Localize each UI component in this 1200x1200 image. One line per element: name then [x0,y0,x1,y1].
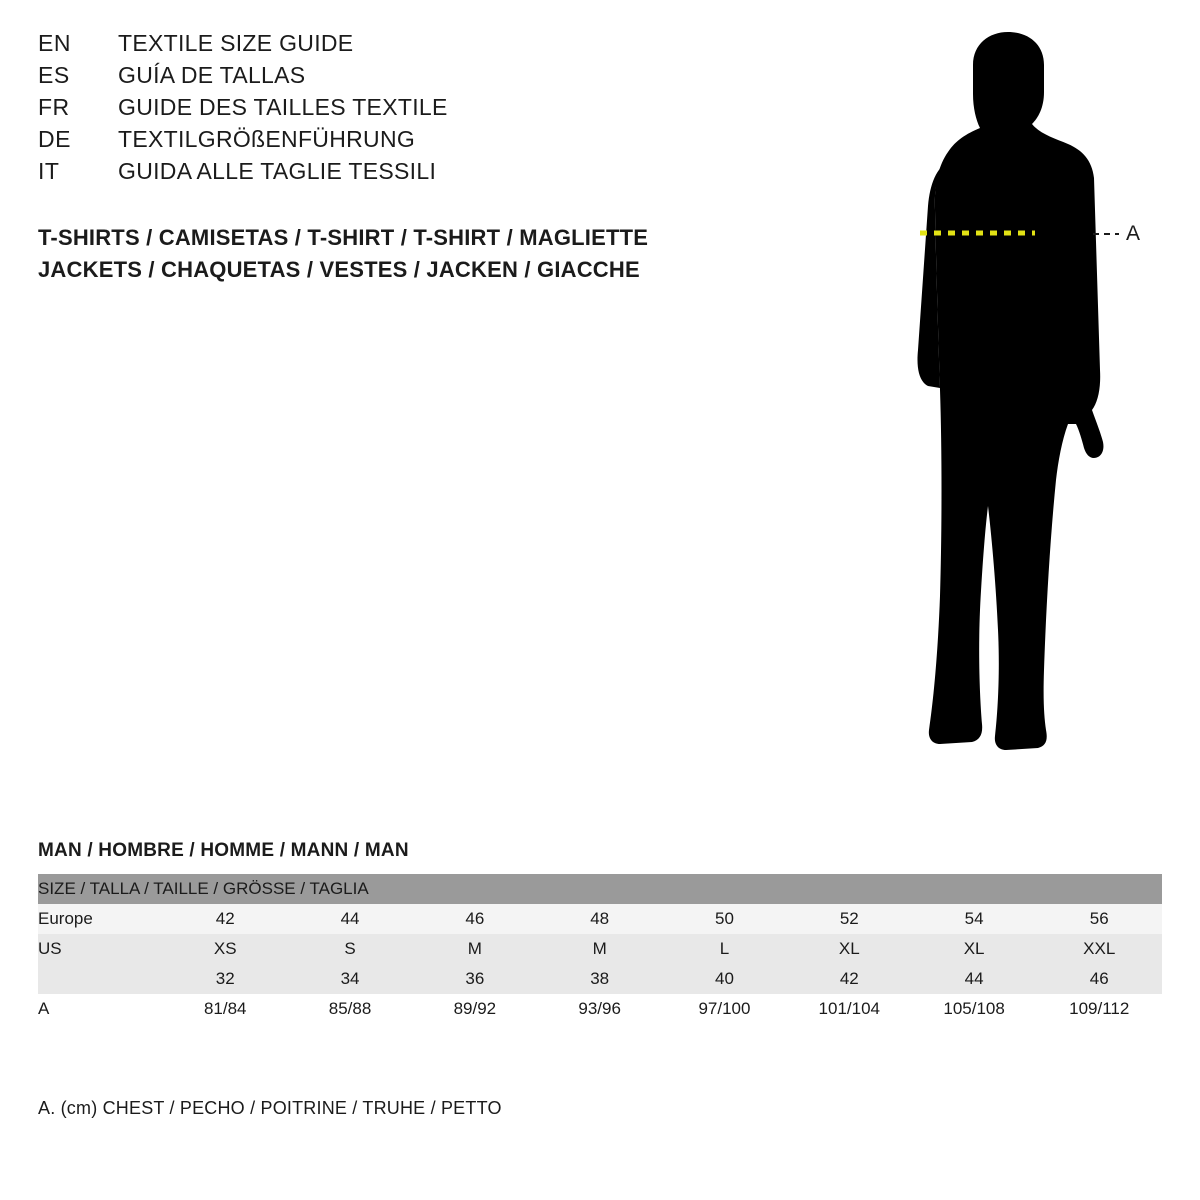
cell: S [288,934,413,964]
language-text: TEXTILGRÖßENFÜHRUNG [118,126,416,152]
language-text: TEXTILE SIZE GUIDE [118,30,354,56]
cell: 34 [288,964,413,994]
table-row [38,904,1162,934]
cell: 52 [787,904,912,934]
language-text: GUÍA DE TALLAS [118,62,306,88]
table-header-row [38,874,1162,904]
cell: 42 [163,904,288,934]
language-row [38,126,758,158]
cell: 46 [412,904,537,934]
cell: 32 [163,964,288,994]
cell: 40 [662,964,787,994]
cell: 105/108 [912,994,1037,1024]
cell: 54 [912,904,1037,934]
language-row [38,62,758,94]
cell: 44 [288,904,413,934]
measure-leader-dashes [1093,233,1119,235]
cell: XS [163,934,288,964]
language-code: DE [38,126,71,152]
language-row [38,158,758,190]
row-label: Europe [38,904,163,934]
row-label: US [38,934,163,964]
language-row [38,94,758,126]
cell: M [412,934,537,964]
table-title: MAN / HOMBRE / HOMME / MANN / MAN [38,840,409,861]
table-row [38,964,1162,994]
measure-label-a: A [1126,222,1141,245]
cell: 48 [537,904,662,934]
language-list [38,30,758,190]
cell: XL [912,934,1037,964]
cell: 36 [412,964,537,994]
cell: 44 [912,964,1037,994]
footnote: A. (cm) CHEST / PECHO / POITRINE / TRUHE / PETTO [38,1098,502,1118]
garment-type-list [38,222,798,286]
cell: 85/88 [288,994,413,1024]
table-row [38,994,1162,1024]
silhouette-shape [917,32,1103,750]
language-text: GUIDA ALLE TAGLIE TESSILI [118,158,437,184]
language-code: FR [38,94,70,120]
cell: L [662,934,787,964]
cell: 81/84 [163,994,288,1024]
table-row [38,934,1162,964]
language-text: GUIDE DES TAILLES TEXTILE [118,94,448,120]
cell: 46 [1037,964,1163,994]
cell: 101/104 [787,994,912,1024]
garment-line-tshirts: T-SHIRTS / CAMISETAS / T-SHIRT / T-SHIRT / MAGLIETTE [38,225,649,250]
cell: M [537,934,662,964]
language-row [38,30,758,62]
size-table [38,874,1162,1024]
language-code: ES [38,62,70,88]
cell: 42 [787,964,912,994]
size-table-section [38,840,1162,1024]
cell: 109/112 [1037,994,1163,1024]
cell: 97/100 [662,994,787,1024]
cell: 89/92 [412,994,537,1024]
row-label: A [38,994,163,1024]
cell: 38 [537,964,662,994]
cell: XXL [1037,934,1163,964]
body-silhouette-figure [800,10,1200,800]
row-label [38,964,163,994]
cell: 56 [1037,904,1163,934]
garment-line-jackets: JACKETS / CHAQUETAS / VESTES / JACKEN / GIACCHE [38,257,640,282]
table-header-label: SIZE / TALLA / TAILLE / GRÖSSE / TAGLIA [38,874,1162,904]
cell: 93/96 [537,994,662,1024]
language-code: IT [38,158,60,184]
language-code: EN [38,30,71,56]
cell: 50 [662,904,787,934]
cell: XL [787,934,912,964]
